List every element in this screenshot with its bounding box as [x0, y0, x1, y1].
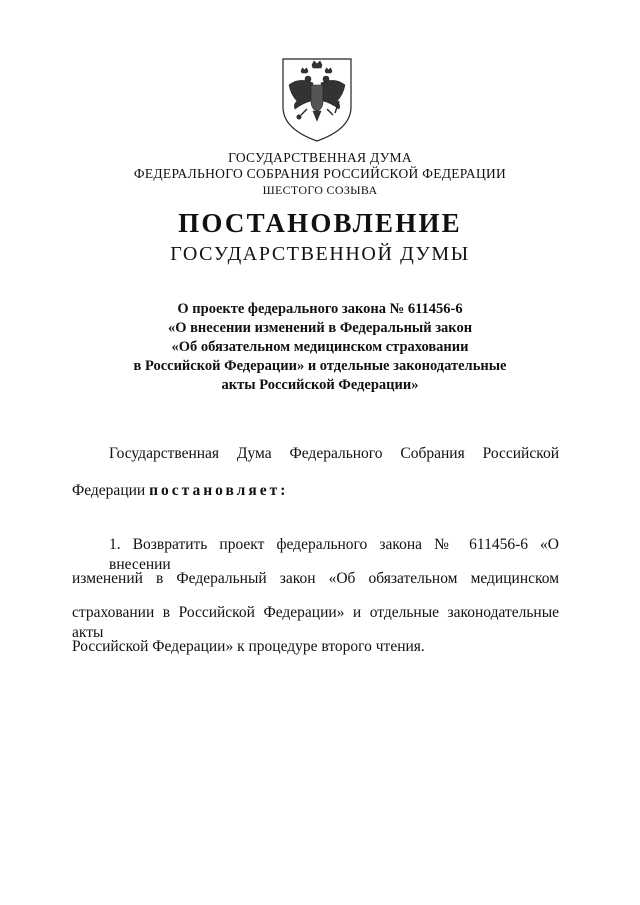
preamble-resolves-line — [72, 481, 559, 501]
clause-line: изменений в Федеральный закон «Об обязательном медицинском — [72, 570, 559, 587]
preamble-prefix: Федерации — [72, 482, 146, 499]
preamble-line: Государственная Дума Федерального Собрания Российской — [109, 445, 559, 462]
subject-line: «Об обязательном медицинском страховании — [171, 339, 469, 355]
subject-line: «О внесении изменений в Федеральный закон — [167, 320, 473, 336]
header-org-line: ГОСУДАРСТВЕННАЯ ДУМА — [228, 150, 412, 165]
subject-line: О проекте федерального закона № 611456-6 — [177, 301, 463, 317]
subject-line: в Российской Федерации» и отдельные законодательные — [133, 358, 507, 374]
clause-line: страховании в Российской Федерации» и отдельные законодательные акты — [72, 604, 559, 641]
resolves-word: постановляет: — [149, 482, 289, 499]
document-title: ПОСТАНОВЛЕНИЕ — [178, 208, 462, 238]
clause-line: Российской Федерации» к процедуре второго чтения. — [72, 638, 425, 655]
header-parliament-line: ФЕДЕРАЛЬНОГО СОБРАНИЯ РОССИЙСКОЙ ФЕДЕРАЦИИ — [133, 166, 507, 181]
double-headed-eagle-emblem-icon — [277, 55, 357, 143]
document-subtitle: ГОСУДАРСТВЕННОЙ ДУМЫ — [170, 243, 470, 265]
clause-line: 1. Возвратить проект федерального закона № 611456-6 «О внесении — [109, 536, 559, 573]
subject-line: акты Российской Федерации» — [221, 377, 419, 393]
header-convocation-line: ШЕСТОГО СОЗЫВА — [262, 183, 378, 197]
